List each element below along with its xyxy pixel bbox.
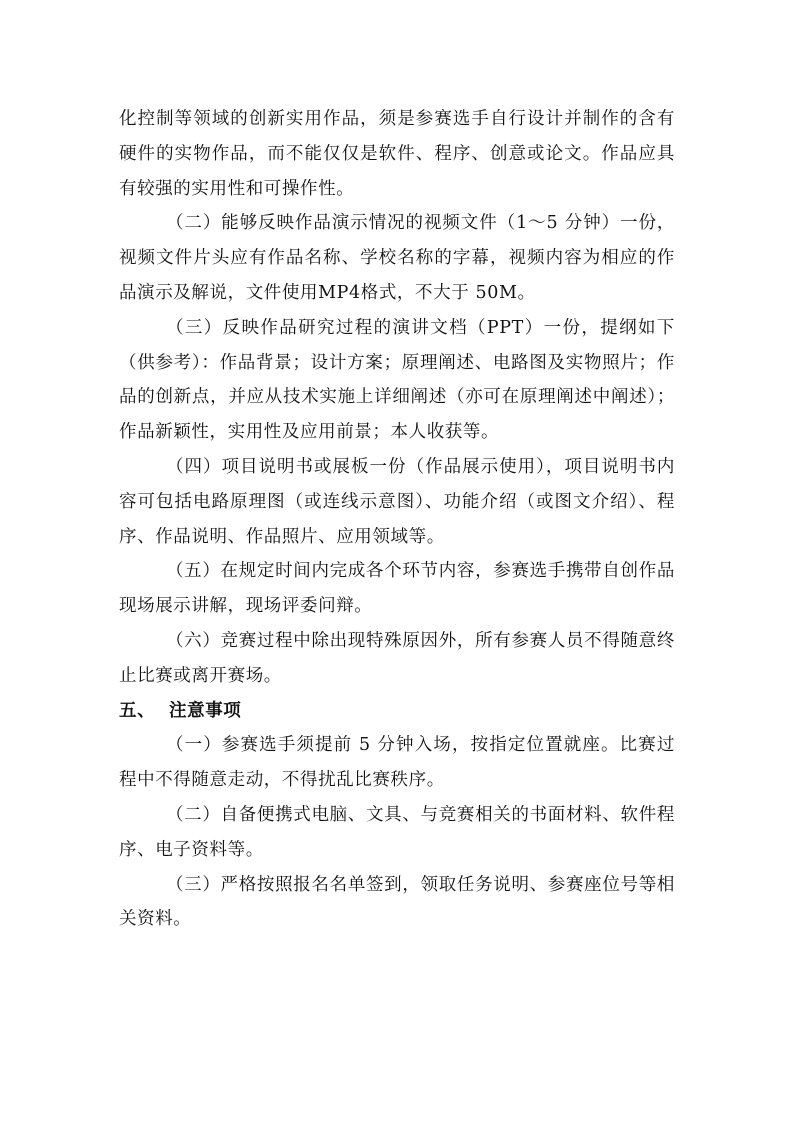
paragraph-item-2: （二）能够反映作品演示情况的视频文件（1～5 分钟）一份，视频文件片头应有作品名称、学校名称的字幕，视频内容为相应的作品演示及解说，文件使用MP4格式，不大于 50M。 xyxy=(119,213,675,303)
paragraph-item-6: （六）竞赛过程中除出现特殊原因外，所有参赛人员不得随意终止比赛或离开赛场。 xyxy=(119,630,675,686)
notice-item-3: （三）严格按照报名名单签到，领取任务说明、参赛座位号等相关资料。 xyxy=(119,874,675,930)
notice-item-1: （一）参赛选手须提前 5 分钟入场，按指定位置就座。比赛过程中不得随意走动，不得扰乱比赛秩序。 xyxy=(119,735,675,791)
paragraph-item-4: （四）项目说明书或展板一份（作品展示使用），项目说明书内容可包括电路原理图（或连线示意图）、功能介绍（或图文介绍）、程序、作品说明、作品照片、应用领域等。 xyxy=(119,456,675,547)
paragraph-item-3: （三）反映作品研究过程的演讲文档（PPT）一份，提纲如下（供参考）：作品背景；设计方案；原理阐述、电路图及实物照片；作品的创新点，并应从技术实施上详细阐述（亦可在原理阐述中阐述）；作品新颖性，实用性及应用前景；本人收获等。 xyxy=(119,317,675,443)
paragraph-continuation: 化控制等领域的创新实用作品，须是参赛选手自行设计并制作的含有硬件的实物作品，而不能仅仅是软件、程序、创意或论文。作品应具有较强的实用性和可操作性。 xyxy=(119,109,675,199)
document-body xyxy=(119,102,675,937)
paragraph-item-5: （五）在规定时间内完成各个环节内容，参赛选手携带自创作品现场展示讲解，现场评委问辩。 xyxy=(119,561,675,617)
notice-item-2: （二）自备便携式电脑、文具、与竞赛相关的书面材料、软件程序、电子资料等。 xyxy=(119,804,675,860)
section-number: 五、 xyxy=(119,700,156,721)
section-heading xyxy=(119,694,675,729)
section-title: 注意事项 xyxy=(169,700,242,721)
